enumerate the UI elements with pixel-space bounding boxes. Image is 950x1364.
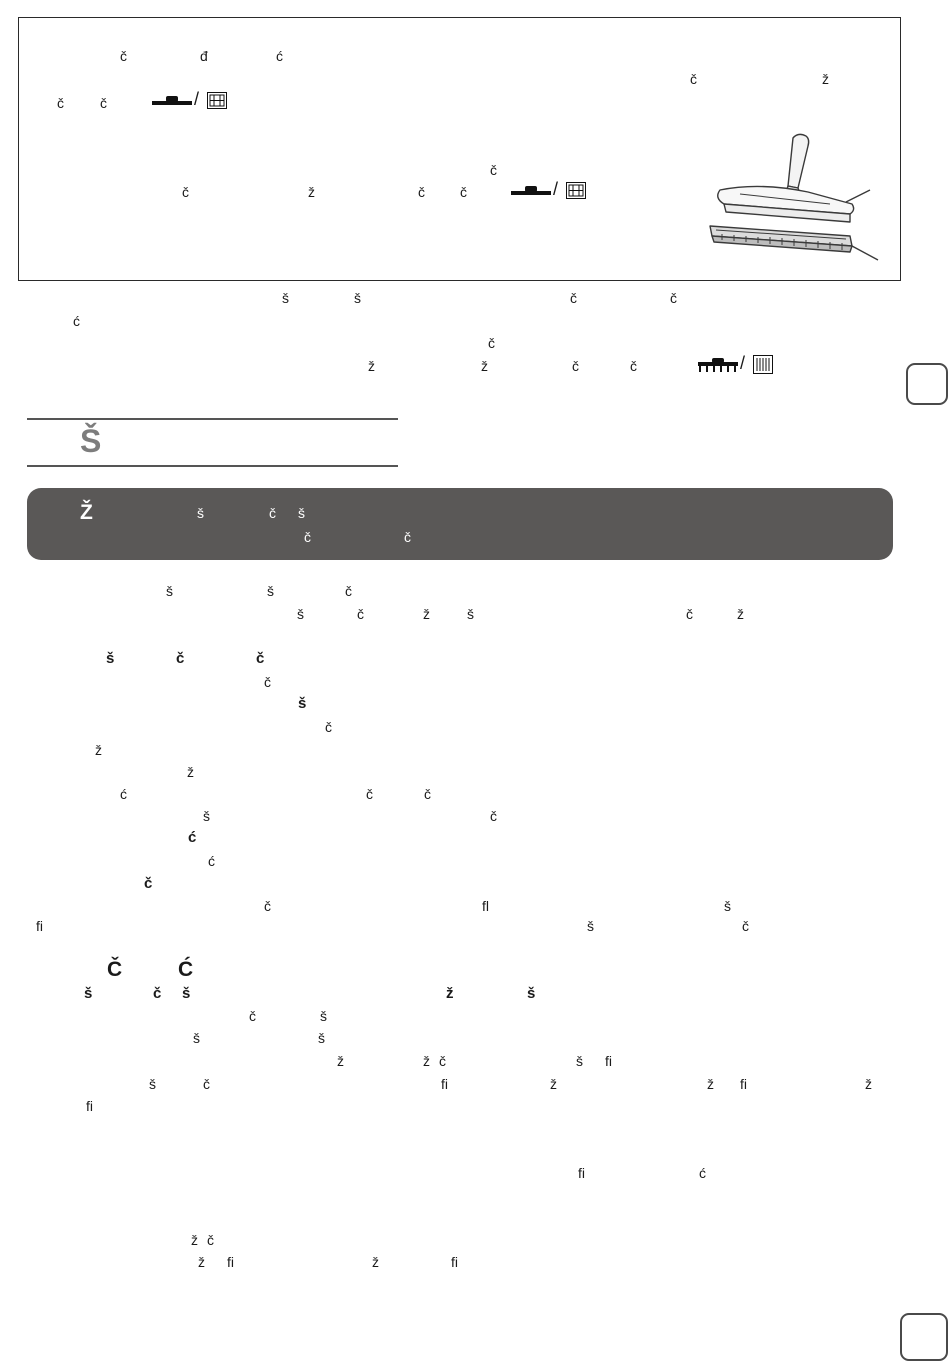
glyph: ž xyxy=(372,1254,379,1270)
glyph: ﬁ xyxy=(86,1098,93,1114)
glyph: ž xyxy=(423,606,430,622)
section-rule-top xyxy=(27,418,398,420)
warning-banner xyxy=(27,488,893,560)
glyph: č xyxy=(120,48,127,64)
glyph: ž xyxy=(423,1053,430,1069)
glyph: ﬁ xyxy=(451,1254,458,1270)
floor-nozzle-illustration xyxy=(700,130,885,265)
glyph: ž xyxy=(737,606,744,622)
glyph: č xyxy=(269,505,276,521)
glyph: ž xyxy=(481,358,488,374)
section-heading: Š xyxy=(80,423,102,459)
glyph: č xyxy=(488,335,495,351)
glyph: č xyxy=(439,1053,446,1069)
glyph: š xyxy=(166,583,173,599)
glyph: š xyxy=(297,606,304,622)
glyph: č xyxy=(460,184,467,200)
glyph: š xyxy=(298,505,305,521)
glyph: č xyxy=(203,1076,210,1092)
glyph: č xyxy=(670,290,677,306)
glyph: š xyxy=(467,606,474,622)
hard-floor-brush-icon xyxy=(511,182,553,196)
glyph: č xyxy=(742,918,749,934)
glyph: š xyxy=(267,583,274,599)
glyph-bold: š xyxy=(298,695,307,712)
separator: / xyxy=(194,89,200,109)
glyph: č xyxy=(424,786,431,802)
glyph-bold: ć xyxy=(188,829,197,846)
glyph: š xyxy=(354,290,361,306)
glyph: č xyxy=(490,808,497,824)
glyph-bold: č xyxy=(144,875,153,892)
separator: / xyxy=(553,179,559,199)
glyph: š xyxy=(587,918,594,934)
glyph: č xyxy=(182,184,189,200)
glyph: š xyxy=(320,1008,327,1024)
glyph: ž xyxy=(198,1254,205,1270)
glyph-bold: č xyxy=(256,650,265,667)
glyph: ﬁ xyxy=(740,1076,747,1092)
glyph: ž xyxy=(707,1076,714,1092)
glyph: š xyxy=(318,1030,325,1046)
glyph: ž xyxy=(337,1053,344,1069)
glyph: č xyxy=(304,529,311,545)
glyph: ž xyxy=(308,184,315,200)
glyph: ž xyxy=(822,71,829,87)
glyph: š xyxy=(724,898,731,914)
glyph: č xyxy=(686,606,693,622)
glyph-bold: č xyxy=(176,650,185,667)
glyph: š xyxy=(576,1053,583,1069)
page-tab-marker xyxy=(906,363,948,405)
glyph: č xyxy=(100,95,107,111)
glyph: ﬁ xyxy=(36,918,43,934)
glyph: č xyxy=(325,719,332,735)
glyph: č xyxy=(249,1008,256,1024)
glyph-bold: š xyxy=(106,650,115,667)
glyph: ž xyxy=(187,764,194,780)
glyph: č xyxy=(366,786,373,802)
glyph: č xyxy=(572,358,579,374)
glyph: č xyxy=(490,162,497,178)
glyph-bold: č xyxy=(153,985,162,1002)
glyph: š xyxy=(149,1076,156,1092)
glyph: č xyxy=(57,95,64,111)
glyph: č xyxy=(264,674,271,690)
glyph: ć xyxy=(120,786,127,802)
hard-floor-brush-icon xyxy=(152,92,194,106)
glyph: č xyxy=(357,606,364,622)
glyph: ž xyxy=(368,358,375,374)
carpet-brush-icon xyxy=(698,358,740,373)
glyph: š xyxy=(197,505,204,521)
warning-initial: Ž xyxy=(80,501,93,524)
glyph: č xyxy=(345,583,352,599)
glyph-bold: ž xyxy=(446,985,454,1002)
glyph: ć xyxy=(73,313,80,329)
glyph: č xyxy=(690,71,697,87)
page-number-marker xyxy=(900,1313,948,1361)
glyph: š xyxy=(193,1030,200,1046)
carpet-icon xyxy=(753,355,773,374)
glyph: ž xyxy=(550,1076,557,1092)
separator: / xyxy=(740,353,746,373)
glyph: ž xyxy=(191,1232,198,1248)
glyph-bold: š xyxy=(84,985,93,1002)
glyph: ﬁ xyxy=(441,1076,448,1092)
glyph: č xyxy=(570,290,577,306)
glyph: ž xyxy=(865,1076,872,1092)
hard-floor-icon xyxy=(566,182,586,199)
glyph: č xyxy=(630,358,637,374)
subheading-glyph: Ć xyxy=(178,958,194,981)
glyph: ć xyxy=(208,853,215,869)
glyph: ć xyxy=(276,48,283,64)
glyph: ﬁ xyxy=(578,1165,585,1181)
glyph-bold: š xyxy=(527,985,536,1002)
glyph: č xyxy=(418,184,425,200)
glyph: č xyxy=(404,529,411,545)
glyph: ﬁ xyxy=(605,1053,612,1069)
glyph: š xyxy=(203,808,210,824)
glyph: š xyxy=(282,290,289,306)
glyph-bold: š xyxy=(182,985,191,1002)
section-rule-bottom xyxy=(27,465,398,467)
subheading-glyph: Č xyxy=(107,958,123,981)
glyph: ﬂ xyxy=(482,898,489,914)
glyph: č xyxy=(207,1232,214,1248)
glyph: đ xyxy=(200,48,208,64)
hard-floor-icon xyxy=(207,92,227,109)
glyph: ﬁ xyxy=(227,1254,234,1270)
glyph: č xyxy=(264,898,271,914)
glyph: ž xyxy=(95,742,102,758)
glyph: ć xyxy=(699,1165,706,1181)
